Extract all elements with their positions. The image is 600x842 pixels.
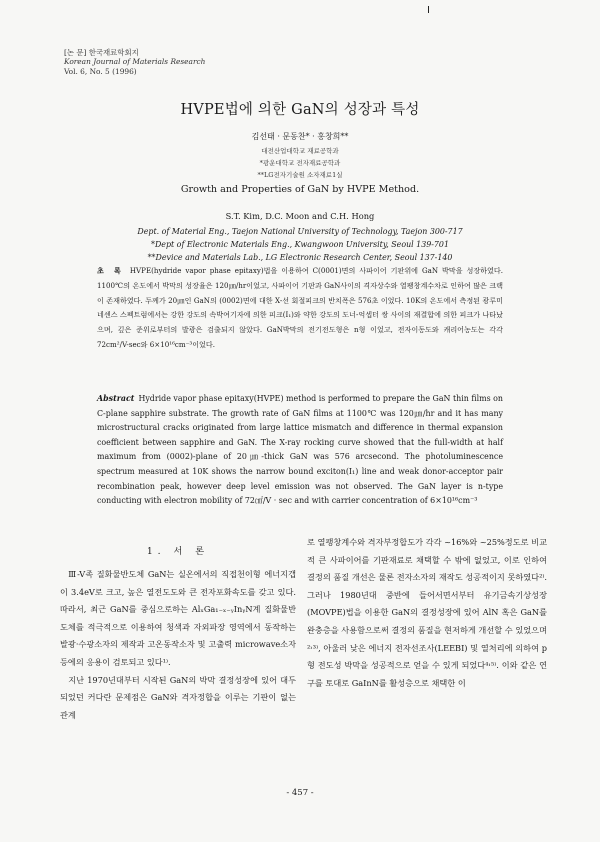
affiliation-en-1: Dept. of Material Eng., Taejon National University of Technology, Taejon 300-717 xyxy=(137,227,463,236)
affiliation-ko-3: **LG전자기술원 소자재료1실 xyxy=(257,171,343,179)
abstract-ko xyxy=(97,264,503,353)
body-column-left xyxy=(60,566,296,724)
journal-name-en: Korean Journal of Materials Research xyxy=(64,57,206,67)
page-number: - 457 - xyxy=(286,788,314,798)
body-paragraph-1: Ⅲ-V족 질화물반도체 GaN는 실온에서의 직접천이형 에너지갭이 3.4eV로 크고, 높은 열전도도와 큰 전자포화속도를 갖고 있다. 따라서, 최근 GaN를 중심으로하는 AlₓGa₁₋ₓ₋ᵧInᵧN계 질화물반도체를 적극적으로 이용하여 청색과 자외파장 영역에서 동작하는 발광·수광소자의 제작과 고온동작소자 및 고출력 microwave소자 등에의 응용이 검토되고 있다¹⁾. xyxy=(60,569,296,667)
body-column-right xyxy=(307,534,547,692)
abstract-ko-label: 초 록 xyxy=(97,266,124,275)
abstract-en-label: Abstract xyxy=(97,394,135,403)
affiliation-ko-2: *광운대학교 전자재료공학과 xyxy=(259,159,341,167)
authors-ko: 김선태 · 문동찬* · 홍창희** xyxy=(251,132,349,141)
affiliation-en-3: **Device and Materials Lab., LG Electronic Research Center, Seoul 137-140 xyxy=(147,253,453,262)
paper-title-ko: HVPE법에 의한 GaN의 성장과 특성 xyxy=(180,102,420,118)
body-paragraph-2: 지난 1970년대부터 시작된 GaN의 박막 결정성장에 있어 대두되었던 커다란 문제점은 GaN와 격자정합을 이루는 기판이 없는 관계 xyxy=(60,674,296,720)
journal-volume: Vol. 6, No. 5 (1996) xyxy=(64,66,137,76)
authors-en: S.T. Kim, D.C. Moon and C.H. Hong xyxy=(225,211,375,221)
abstract-en xyxy=(97,392,503,509)
journal-header xyxy=(64,48,205,76)
body-paragraph-3: 로 열팽창계수와 격자부정합도가 각각 ~16%와 ~25%정도로 비교적 큰 사파이어를 기판재료로 채택할 수 밖에 없었고, 이로 인하여 결정의 품질 개선은 물론 전자소자의 재작도 성공적이지 못하였다²⁾. 그러나 1980년대 중반에 들어서면서부터 유기금속기상성장(MOVPE)법을 이용한 GaN의 결정성장에 있어 AlN 혹은 GaN를 완충층을 사용함으로써 결정의 품질을 현저하게 개선할 수 있었으며²˒³⁾, 아울러 낮은 에너지 전자선조사(LEEBI) 및 열처리에 의하여 p형 전도성 박막을 성공적으로 얻을 수 있게 되었다⁴˒⁵⁾. 이와 같은 연구를 토대로 GaInN를 활성층으로 채택한 이 xyxy=(307,537,547,688)
paper-title-en: Growth and Properties of GaN by HVPE Method. xyxy=(180,184,420,195)
journal-name-ko: [논 문] 한국재료학회지 xyxy=(64,48,139,57)
affiliation-en-2: *Dept of Electronic Materials Eng., Kwangwoon University, Seoul 139-701 xyxy=(151,240,449,249)
abstract-ko-text: HVPE(hydride vapor phase epitaxy)법을 이용하여 C(0001)면의 사파이어 기판위에 GaN 박막을 성장하였다. 1100℃의 온도에서 박막의 성장율은 120㎛/hr이었고, 사파이어 기판과 GaN사이의 격자상수와 열팽창계수차로 인하여 많은 크랙이 존재하였다. 두께가 20㎛인 GaN의 (0002)면에 대한 X-선 회절피크의 반치폭은 576초 이었다. 10K의 온도에서 측정된 광루미네센스 스펙트럼에서는 강한 강도의 속박여기자에 의한 피크(I₁)와 약한 강도의 도너-억셉터 쌍 사이의 재결합에 의한 피크가 나타났으며, 깊은 준위로부터의 발광은 검출되지 않았다. GaN박막의 전기전도형은 n형 이었고, 전자이동도와 캐리어농도는 각각 72cm²/V-sec와 6×10¹⁶cm⁻³이었다. xyxy=(97,266,503,349)
section-heading-introduction: 1. 서 론 xyxy=(146,546,210,557)
abstract-en-text: Hydride vapor phase epitaxy(HVPE) method is performed to prepare the GaN thin films on C-plane sapphire substrate. The growth rate of GaN films at 1100℃ was 120㎛/hr and it has many microstructural cracks originated from large lattice mismatch and difference in thermal expansion coefficient between sapphire and GaN. The X-ray rocking curve showed that the full-width at half maximum from (0002)-plane of 20㎛-thick GaN was 576 arcsecond. The photoluminescence spectrum measured at 10K shows the narrow bound exciton(I₁) line and weak donor-acceptor pair recombination peak, however deep level emission was not observed. The GaN layer is n-type conducting with electron mobility of 72㎠/V · sec and with carrier concentration of 6×10¹⁶cm⁻³ xyxy=(97,394,503,506)
scan-mark xyxy=(428,6,429,13)
affiliation-ko-1: 대전산업대학교 재료공학과 xyxy=(261,147,339,155)
